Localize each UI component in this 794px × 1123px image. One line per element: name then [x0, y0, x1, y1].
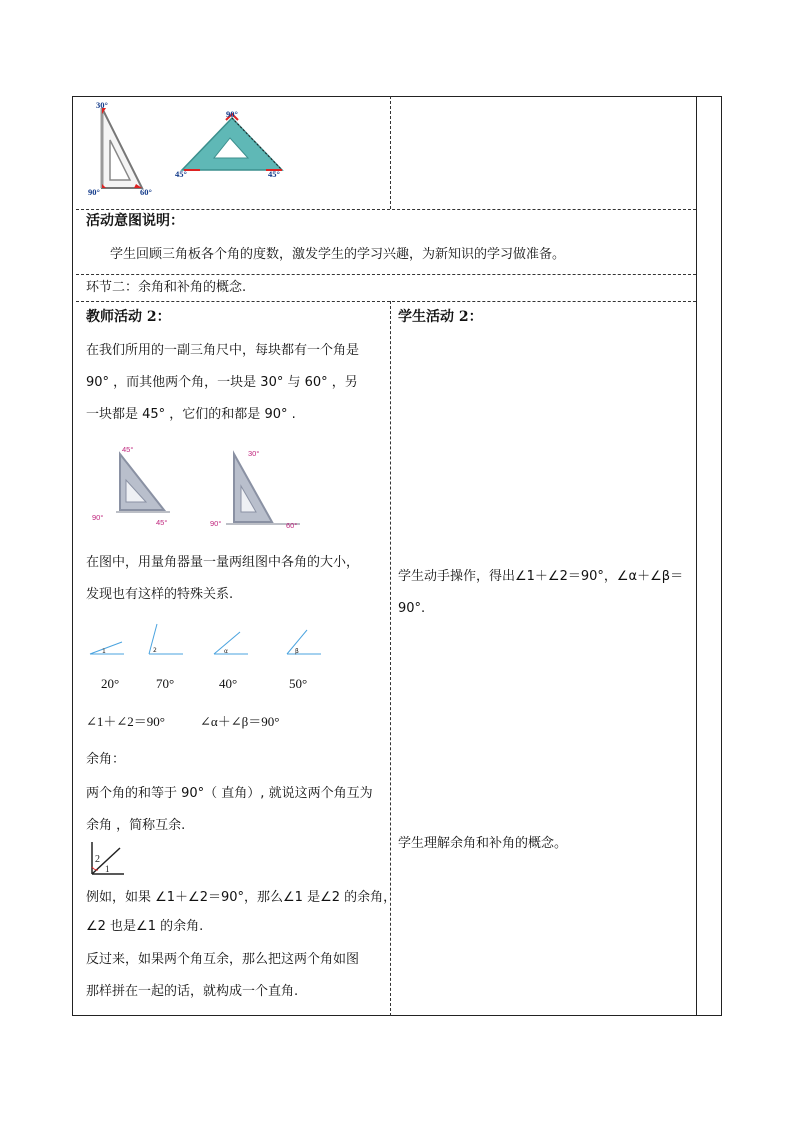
section2-heading: 环节二：余角和补角的概念. — [86, 280, 247, 295]
angle-2-figure — [145, 622, 185, 658]
teacher-para2-line: 在图中，用量角器量一量两组图中各角的大小， — [86, 555, 360, 570]
teacher-para1-line: 一块都是 45° ，它们的和都是 90° . — [86, 407, 296, 422]
angle-label: 60° — [286, 521, 298, 530]
angle-label: 90° — [88, 187, 100, 197]
set-squares-figure-2 — [86, 440, 306, 535]
teacher-para2-line: 发现也有这样的特殊关系. — [86, 587, 234, 602]
intent-text: 学生回顾三角板各个角的度数，激发学生的学习兴趣，为新知识的学习做准备。 — [110, 247, 566, 262]
angle-label: 90° — [226, 109, 238, 119]
angle-value: 20° — [101, 676, 120, 691]
angle-label: 2 — [153, 647, 157, 654]
angle-label: 30° — [248, 449, 260, 458]
set-square-45-figure — [170, 108, 290, 183]
definition-line: 余角 ，简称互余. — [86, 818, 186, 833]
table-right-border — [696, 96, 697, 1016]
row-divider — [76, 274, 696, 275]
angle-value: 50° — [289, 676, 308, 691]
complement-title: 余角： — [86, 752, 126, 767]
row-divider — [76, 301, 696, 302]
intent-heading: 活动意图说明： — [86, 213, 184, 229]
angle-1-figure — [88, 638, 128, 658]
row-divider — [76, 209, 696, 210]
angle-label: 1 — [105, 864, 110, 874]
converse-line: 那样拼在一起的话，就构成一个直角. — [86, 984, 299, 999]
set-square-30-60-figure — [90, 100, 160, 200]
student-answer-2: 学生理解余角和补角的概念。 — [398, 836, 568, 851]
angle-alpha-figure — [212, 630, 252, 658]
right-angle-figure — [88, 840, 128, 876]
angle-label: 90° — [210, 519, 222, 528]
angle-value: 70° — [156, 676, 175, 691]
angle-label: 1 — [102, 648, 106, 655]
angle-label: α — [224, 648, 228, 655]
example-line: ∠2 也是∠1 的余角. — [86, 919, 204, 934]
column-divider-top — [390, 96, 391, 209]
student-answer-1: 学生动手操作，得出∠1＋∠2＝90°，∠α＋∠β＝ — [398, 569, 684, 584]
column-divider-bottom — [390, 301, 391, 1016]
converse-line: 反过来，如果两个角互余，那么把这两个角如图 — [86, 952, 360, 967]
equation-1: ∠1＋∠2＝90° — [86, 714, 165, 729]
student-answer-1-cont: 90°. — [398, 601, 426, 616]
teacher-para1-line: 90° ，而其他两个角，一块是 30° 与 60° ，另 — [86, 375, 358, 390]
angle-label: 2 — [95, 854, 100, 865]
student-heading: 学生活动 2： — [398, 309, 483, 325]
equation-2: ∠α＋∠β＝90° — [200, 714, 280, 729]
angle-label: 45° — [268, 169, 280, 179]
angle-label: 45° — [175, 169, 187, 179]
angle-label: 45° — [122, 445, 134, 454]
angle-label: β — [295, 648, 299, 655]
angle-value: 40° — [219, 676, 238, 691]
teacher-para1-line: 在我们所用的一副三角尺中，每块都有一个角是 — [86, 343, 360, 358]
example-line: 例如，如果 ∠1＋∠2＝90°，那么∠1 是∠2 的余角， — [86, 890, 397, 905]
angle-label: 60° — [140, 187, 152, 197]
angle-label: 45° — [156, 518, 168, 527]
definition-line: 两个角的和等于 90°（ 直角）, 就说这两个角互为 — [86, 786, 373, 801]
angle-beta-figure — [285, 628, 325, 658]
teacher-heading: 教师活动 2： — [86, 309, 171, 325]
angle-label: 90° — [92, 513, 104, 522]
angle-label: 30° — [96, 100, 108, 110]
